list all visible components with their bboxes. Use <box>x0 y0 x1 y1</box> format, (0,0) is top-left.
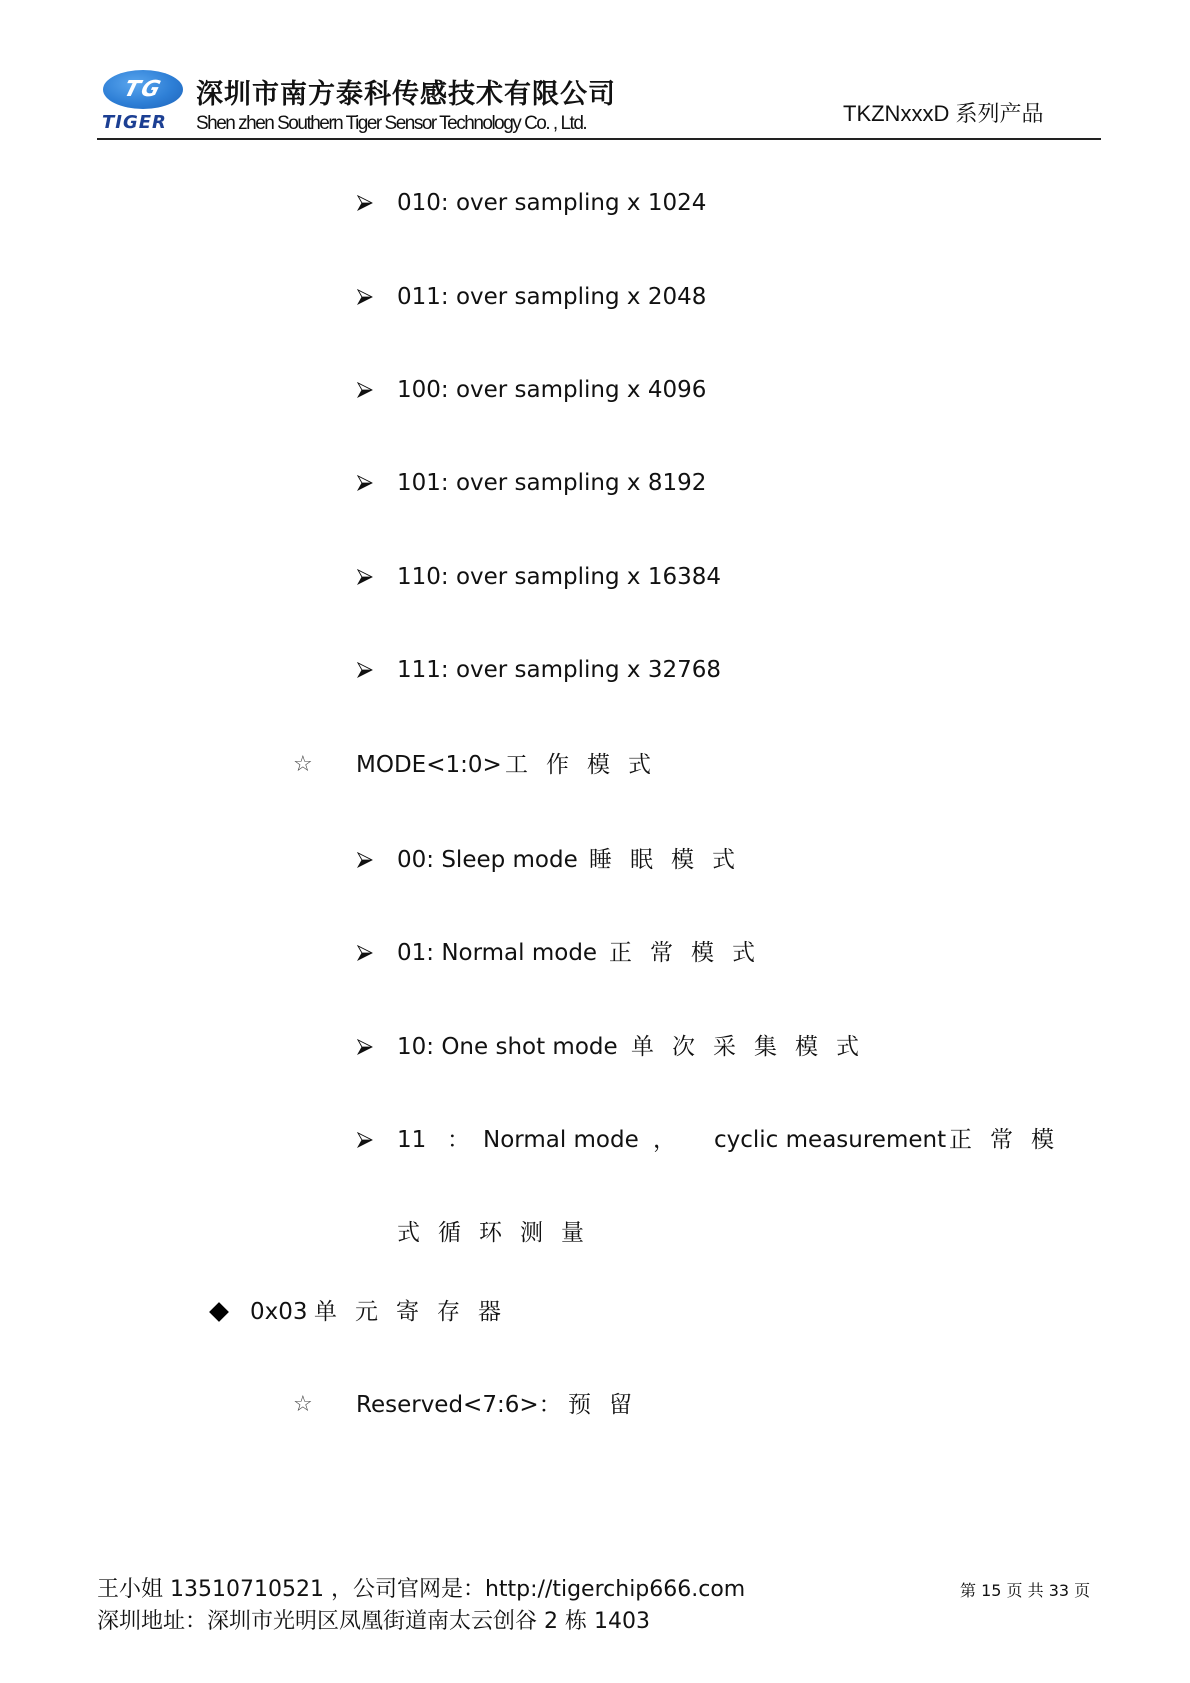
list-item-text: 110: over sampling x 16384 <box>397 564 721 590</box>
list-item-desc: 正常模式 <box>609 940 773 966</box>
logo-mark: TG <box>121 77 165 102</box>
list-item-comma: ， <box>653 1127 676 1153</box>
arrow-bullet-icon <box>357 1125 373 1155</box>
list-item-text: Normal mode <box>483 1127 639 1153</box>
list-item-text: 101: over sampling x 8192 <box>397 470 707 496</box>
footer-address: 深圳地址：深圳市光明区凤凰街道南太云创谷 2 栋 1403 <box>97 1609 650 1634</box>
company-name-en: Shen zhen Southern Tiger Sensor Technology Co. , Ltd. <box>196 113 587 134</box>
list-item <box>357 845 857 875</box>
list-item-text: 010: over sampling x 1024 <box>397 190 707 216</box>
arrow-bullet-icon <box>357 938 373 968</box>
arrow-bullet-icon <box>357 282 373 312</box>
page-number: 第 15 页 共 33 页 <box>960 1581 1091 1600</box>
list-item <box>357 1125 1077 1155</box>
list-item-text: 100: over sampling x 4096 <box>397 377 707 403</box>
list-item-desc: 正常模 <box>949 1127 1072 1153</box>
star-bullet-icon: ☆ <box>293 752 313 777</box>
mode-field-label: MODE<1:0> <box>356 752 502 778</box>
register-address: 0x03 <box>250 1299 308 1325</box>
mode-field-desc: 工作模式 <box>505 752 669 778</box>
footer-contact: 王小姐 13510710521 ，公司官网是：http://tigerchip666.com <box>97 1577 746 1602</box>
logo-wordmark: TIGER <box>102 112 167 133</box>
list-item-desc-continuation <box>397 1218 602 1248</box>
list-item-text: 01: Normal mode <box>397 940 598 966</box>
company-logo-icon <box>103 70 183 109</box>
register-title: 单元寄存器 <box>314 1299 519 1325</box>
list-item-separator: ： <box>447 1127 470 1153</box>
arrow-bullet-icon <box>357 468 373 498</box>
list-item-text: 011: over sampling x 2048 <box>397 284 707 310</box>
company-name-cn: 深圳市南方泰科传感技术有限公司 <box>196 79 616 110</box>
list-item-text: 10: One shot mode <box>397 1034 618 1060</box>
arrow-bullet-icon <box>357 375 373 405</box>
header-divider <box>97 138 1101 140</box>
list-item-text: 111: over sampling x 32768 <box>397 657 721 683</box>
mode-field-heading <box>293 750 793 780</box>
star-bullet-icon: ☆ <box>293 1392 313 1417</box>
reserved-field-label: Reserved<7:6>： <box>356 1392 562 1418</box>
list-item-desc: 式循环测量 <box>397 1220 602 1246</box>
diamond-bullet-icon <box>209 1302 229 1322</box>
list-item-code: 11 <box>397 1127 427 1153</box>
arrow-bullet-icon <box>357 1032 373 1062</box>
list-item <box>357 1032 917 1062</box>
arrow-bullet-icon <box>357 655 373 685</box>
reserved-field-desc: 预留 <box>568 1392 650 1418</box>
arrow-bullet-icon <box>357 188 373 218</box>
list-item-desc: 单次采集模式 <box>631 1034 877 1060</box>
arrow-bullet-icon <box>357 562 373 592</box>
arrow-bullet-icon <box>357 845 373 875</box>
list-item-desc: 睡眠模式 <box>589 847 753 873</box>
list-item <box>357 938 857 968</box>
register-section-heading <box>210 1297 610 1327</box>
list-item-text-cont: cyclic measurement <box>714 1127 947 1153</box>
list-item-text: 00: Sleep mode <box>397 847 578 873</box>
reserved-field-heading <box>293 1390 713 1420</box>
product-series-title: TKZNxxxD 系列产品 <box>843 101 1044 126</box>
